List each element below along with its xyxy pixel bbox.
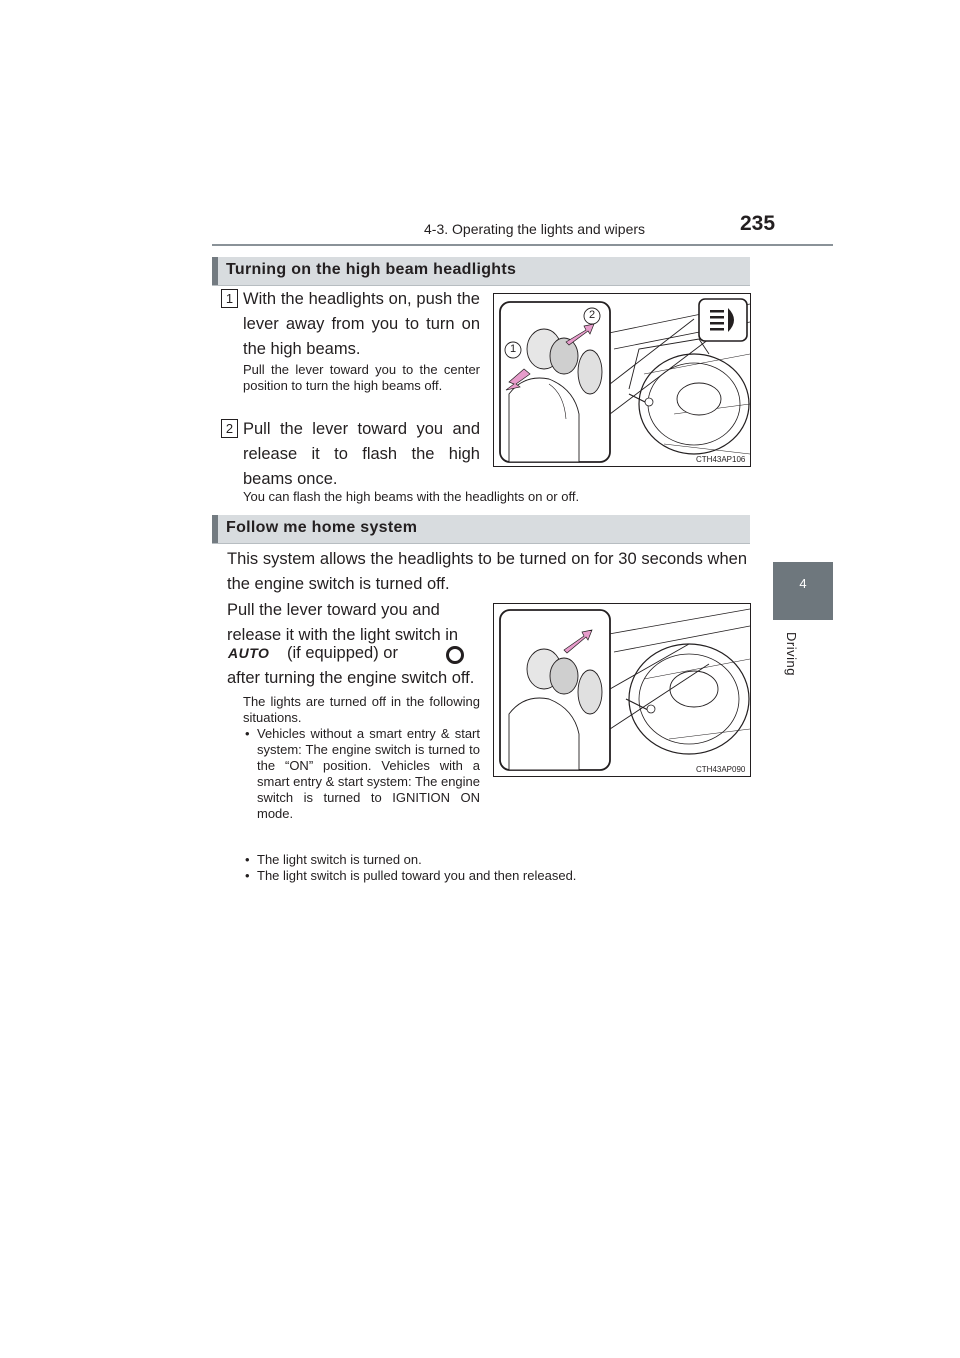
bullet-item: • The light switch is pulled toward you and then released. bbox=[245, 868, 745, 884]
page-number: 235 bbox=[740, 212, 776, 235]
high-beam-lever-illustration bbox=[493, 293, 751, 467]
running-header-section: 4-3. Operating the lights and wipers bbox=[424, 221, 646, 237]
step-1-text: With the headlights on, push the lever away from you to turn on the high beams. bbox=[243, 290, 480, 358]
section-heading-accent bbox=[212, 257, 218, 285]
lever-diagram-svg bbox=[494, 294, 750, 466]
body-line-4: after turning the engine switch off. bbox=[227, 669, 475, 687]
body-line-1: Pull the lever toward you and bbox=[227, 601, 440, 619]
section-heading-high-beam bbox=[212, 257, 750, 286]
step-marker-1: 1 bbox=[221, 289, 238, 308]
follow-me-home-svg bbox=[494, 604, 750, 776]
follow-me-home-intro: This system allows the headlights to be turned on for 30 seconds when the engine switch is turned off. bbox=[227, 550, 747, 593]
figure-code: CTH43AP106 bbox=[696, 455, 746, 464]
chapter-tab bbox=[773, 562, 833, 620]
step-2-text: Pull the lever toward you and release it to flash the high beams once. bbox=[243, 420, 480, 488]
light-off-icon bbox=[446, 646, 464, 664]
chapter-label: Driving bbox=[784, 632, 799, 676]
follow-me-home-illustration bbox=[493, 603, 751, 777]
note-bullet-list-cont bbox=[245, 852, 745, 884]
chapter-number: 4 bbox=[799, 576, 807, 591]
step-marker-2: 2 bbox=[221, 419, 238, 438]
bullet-item: • The light switch is turned on. bbox=[245, 852, 745, 868]
callout-1: 1 bbox=[509, 343, 517, 355]
section-heading-follow-me-home bbox=[212, 515, 750, 544]
figure-code: CTH43AP090 bbox=[696, 765, 746, 774]
callout-2: 2 bbox=[588, 309, 596, 321]
section-title: Turning on the high beam headlights bbox=[226, 261, 517, 278]
body-line-3: (if equipped) or bbox=[287, 644, 398, 662]
step-2-note: You can flash the high beams with the headlights on or off. bbox=[243, 489, 580, 504]
body-line-2: release it with the light switch in bbox=[227, 626, 459, 644]
header-rule bbox=[212, 244, 833, 246]
note-bullet-list bbox=[245, 726, 480, 822]
bullet-item: • Vehicles without a smart entry & start system: The engine switch is turned to the “ON” position. Vehicles with a smart entry & start system: The engine switch is turned to IGNITION ON mode. bbox=[245, 726, 480, 822]
note-intro: The lights are turned off in the following situations. bbox=[243, 694, 480, 725]
section-heading-accent bbox=[212, 515, 218, 543]
auto-switch-icon: AUTO bbox=[228, 645, 270, 661]
step-1-note: Pull the lever toward you to the center position to turn the high beams off. bbox=[243, 362, 480, 393]
section-title: Follow me home system bbox=[226, 519, 418, 536]
